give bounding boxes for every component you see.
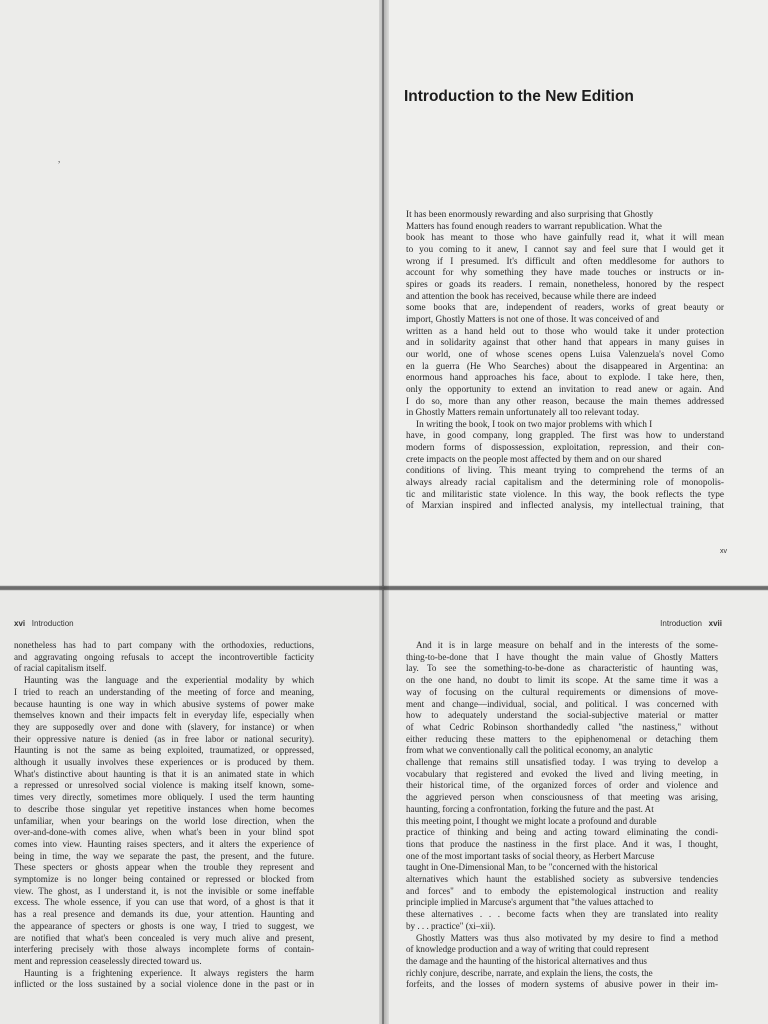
text-line: And it is in large measure on behalf and in the interests of the some- xyxy=(416,640,718,650)
text-line: Ghostly Matters was thus also motivated by my desire to find a method xyxy=(416,932,718,943)
text-line: of what Cedric Robinson shorthandedly called "the nastiness," without xyxy=(406,721,718,732)
text-line: and forces" and to embody the epistemological instruction and reality xyxy=(406,885,718,896)
text-line: wrong if I presumed. It's difficult and often meddlesome for authors to xyxy=(406,256,724,267)
text-line: over-and-done-with comes alive, when what's been in your blind spot xyxy=(14,827,314,838)
book-gutter xyxy=(379,0,389,1024)
text-line: spires or goads its readers. I remain, nonetheless, honored by the respect xyxy=(406,279,724,290)
text-line: by . . . practice" (xi–xii). xyxy=(406,920,496,931)
text-line: crete impacts on the people most affected by them and on our shared xyxy=(406,454,662,465)
text-line: always already racial capitalism and the determining role of monopolis- xyxy=(406,478,724,489)
text-line: in Ghostly Matters remain unfortunately all too relevant today. xyxy=(406,408,640,419)
text-line: enormous hand approaches his face, about to explode. I take here, then, xyxy=(406,373,724,384)
text-line: comes into view. Haunting raises specters, and it alters the experience of xyxy=(14,838,314,849)
page-number: xv xyxy=(720,548,727,555)
text-line: Haunting was the language and the experiential modality by which xyxy=(24,675,314,686)
page-introduction-new-edition xyxy=(384,0,768,586)
text-line: and attention the book has received, because while there are indeed xyxy=(406,291,657,302)
text-line: I do so, more than any other reason, because the main themes addressed xyxy=(406,396,724,407)
text-line: book has meant to those who have gainfully read it, what it will mean xyxy=(406,233,724,244)
text-line: principle implied in Marcuse's argument that "the values attached to xyxy=(406,897,654,908)
text-line: are notified that what's been concealed is very much alive and present, xyxy=(14,932,314,943)
text-line: their historical time, of the organized forces of order and violence and xyxy=(406,780,718,791)
page-xvi xyxy=(0,590,382,1024)
text-line: import, Ghostly Matters is not one of those. It was conceived of and xyxy=(406,314,660,325)
running-head xyxy=(14,619,74,628)
text-line: These specters or ghosts appear when the trouble they represent and xyxy=(14,862,314,873)
page-separator xyxy=(0,585,768,591)
text-line: how to adequately understand the social-subjective material or matter xyxy=(406,710,718,721)
text-line: Haunting is not the same as being exploited, traumatized, or oppressed, xyxy=(14,745,314,756)
text-line: ment and repression ceaselessly directed toward us. xyxy=(14,955,202,966)
text-line: forfeits, and the losses of modern systems of abusive power in their im- xyxy=(406,979,718,990)
text-line: to describe those singular yet repetitive instances when home becomes xyxy=(14,803,314,814)
text-line: alternatives which haunt the established society as subversive tendencies xyxy=(406,874,718,885)
text-line: times very directly, sometimes more obliquely. I used the term haunting xyxy=(14,792,314,803)
text-line: the damage and the haunting of the historical alternatives and thus xyxy=(406,955,647,966)
text-line: although it usually involves these experiences or is produced by them. xyxy=(14,757,314,768)
stray-mark: , xyxy=(58,154,61,164)
text-line: account for why something they have made touches or instructs or in- xyxy=(406,268,724,279)
text-line: the aggrieved person when consciousness of that meeting was arising, xyxy=(406,792,718,803)
text-line: I tried to reach an understanding of the meeting of force and meaning, xyxy=(14,686,314,697)
blank-page-top-left xyxy=(0,0,382,586)
text-line: written as a hand held out to those who would take it under protection xyxy=(406,326,724,337)
text-line: view. The ghost, as I understand it, is not the invisible or some ineffable xyxy=(14,885,314,896)
text-line: being in time, the way we separate the past, the present, and the future. xyxy=(14,850,314,861)
running-head xyxy=(660,619,722,628)
text-line: practice of thinking and being and acting toward eliminating the condi- xyxy=(406,827,718,838)
chapter-title: Introduction to the New Edition xyxy=(404,88,634,105)
text-line: from what we conventionally call the political economy, an analytic xyxy=(406,745,653,756)
text-line: and in solidarity against that other hand that appears in many guises in xyxy=(406,338,724,349)
text-line: excess. The whole essence, if you can use that word, of a ghost is that it xyxy=(14,897,314,908)
running-head-number: xvii xyxy=(708,619,722,628)
text-line: In writing the book, I took on two major problems with which I xyxy=(416,419,653,430)
body-text xyxy=(14,640,314,991)
text-line: of racial capitalism itself. xyxy=(14,663,107,674)
text-line: this meeting point, I thought we might locate a profound and durable xyxy=(406,815,657,826)
text-line: Haunting is a frightening experience. It always registers the harm xyxy=(24,967,314,978)
text-line: these alternatives . . . become facts when they are translated into reality xyxy=(406,909,718,920)
text-line: en la guerra (He Who Searches) about the disappeared in Argentina: an xyxy=(406,361,724,372)
text-line: thing-to-be-done that I have thought the main value of Ghostly Matters xyxy=(406,651,718,662)
text-line: their oppressive nature is denied (as in free labor or national security). xyxy=(14,733,314,744)
text-line: symptomize is no longer being contained or repressed or blocked from xyxy=(14,874,314,885)
text-line: challenge that remains still unsatisfied today. I was trying to develop a xyxy=(406,757,718,768)
text-line: haunting, forcing a confrontation, forking the future and the past. At xyxy=(406,803,654,814)
text-line: have, in good company, long grappled. The first was how to understand xyxy=(406,431,724,442)
running-head-number: xvi xyxy=(14,619,26,628)
text-line: because haunting is one way in which abusive systems of power make xyxy=(14,698,314,709)
text-line: unfamiliar, when your bearings on the world lose direction, when the xyxy=(14,815,314,826)
text-line: only the opportunity to extend an invitation to read anew or again. And xyxy=(406,384,724,395)
text-line: way of focusing on the cultural requirements or dimensions of move- xyxy=(406,686,718,697)
text-line: conditions of living. This meant trying to comprehend the terms of an xyxy=(406,466,724,477)
text-line: and aggravating ongoing refusals to accept the incontrovertible facticity xyxy=(14,651,314,662)
text-line: to you coming to it anew, I cannot say and feel sure that I would get it xyxy=(406,244,724,255)
text-line: they are supposedly over and done with (slavery, for instance) or when xyxy=(14,721,314,732)
text-line: modern forms of dispossession, exploitation, repression, and their con- xyxy=(406,443,724,454)
body-text xyxy=(406,210,724,513)
text-line: richly conjure, describe, narrate, and explain the liens, the costs, the xyxy=(406,967,653,978)
text-line: Matters has found enough readers to warrant republication. What the xyxy=(406,221,662,232)
body-text xyxy=(406,640,718,991)
text-line: on the one hand, no doubt to limit its scope. At the same time it was a xyxy=(406,675,718,686)
text-line: themselves known and their impacts felt in everyday life, especially when xyxy=(14,710,314,721)
text-line: nonetheless has had to part company with the orthodoxies, reductions, xyxy=(14,640,314,650)
text-line: tions that produce the nastiness in the first place. And it was, I thought, xyxy=(406,838,718,849)
text-line: has a real presence and demands its due, your attention. Haunting and xyxy=(14,909,314,920)
running-head-title: Introduction xyxy=(660,619,702,628)
text-line: the appearance of specters or ghosts is one way, I tried to suggest, we xyxy=(14,920,314,931)
text-line: some books that are, independent of readers, works of great beauty or xyxy=(406,303,724,314)
text-line: a repressed or unresolved social violence is making itself known, some- xyxy=(14,780,314,791)
page-xvii xyxy=(384,590,768,1024)
text-line: either reducing these matters to the epiphenomenal or detaching them xyxy=(406,733,718,744)
text-line: interfering precisely with those always incomplete forms of contain- xyxy=(14,944,314,955)
text-line: inflicted or the loss sustained by a social violence done in the past or in xyxy=(14,979,314,990)
text-line: lay. To see the something-to-be-done as characteristic of haunting was, xyxy=(406,663,718,674)
text-line: of Marxian inspired and inflected analysis, my intellectual training, that xyxy=(406,501,724,512)
text-line: taught in One-Dimensional Man, to be "concerned with the historical xyxy=(406,862,658,873)
text-line: vocabulary that registered and evoked the lived and living meeting, in xyxy=(406,768,718,779)
running-head-title: Introduction xyxy=(31,619,74,628)
text-line: ment and change—individual, social, and political. I was concerned with xyxy=(406,698,718,709)
text-line: of knowledge production and a way of writing that could represent xyxy=(406,944,649,955)
text-line: one of the most important tasks of social theory, as Herbert Marcuse xyxy=(406,850,655,861)
text-line: It has been enormously rewarding and also surprising that Ghostly xyxy=(406,210,654,220)
text-line: What's distinctive about haunting is that it is an animated state in which xyxy=(14,768,314,779)
text-line: tic and militaristic state violence. In this way, the book reflects the type xyxy=(406,489,724,500)
text-line: our world, one of whose scenes opens Luisa Valenzuela's novel Como xyxy=(406,349,724,360)
